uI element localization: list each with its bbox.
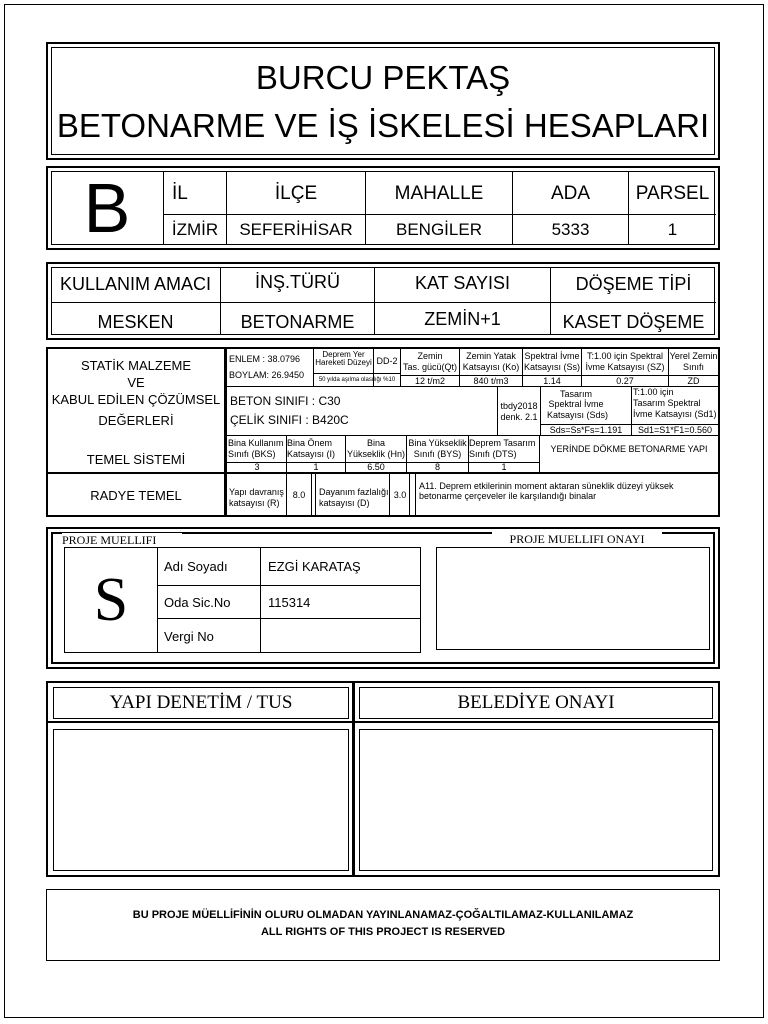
d-value: 3.0 — [393, 490, 407, 500]
hn-header-2: Yükseklik (Hn) — [346, 449, 405, 459]
static-table — [46, 347, 720, 517]
location-table — [46, 166, 720, 250]
usage-value-doseme: KASET DÖŞEME — [562, 311, 705, 332]
sz-header-2: İvme Katsayısı (SZ) — [585, 361, 665, 372]
label-mahalle: MAHALLE — [394, 183, 484, 204]
celik-sinifi: ÇELİK SINIFI : B420C — [230, 413, 349, 427]
zemin-header-1: Zemin — [417, 350, 443, 361]
bys-value: 8 — [434, 462, 440, 472]
yerel-header-2: Sınıfı — [682, 361, 704, 372]
block-letter: B — [83, 171, 131, 245]
belediye-onayi-title: BELEDİYE ONAYI — [457, 692, 615, 713]
usage-label-insturu: İNŞ.TÜRÜ — [255, 271, 340, 292]
yerel-value: ZD — [687, 375, 700, 386]
footer — [46, 889, 720, 961]
usage-label-doseme: DÖŞEME TİPİ — [575, 274, 692, 294]
dd-level: DD-2 — [376, 356, 398, 366]
static-title-1: STATİK MALZEME — [80, 357, 192, 373]
usage-label-kat: KAT SAYISI — [414, 273, 511, 293]
i-header-2: Katsayısı (I) — [287, 449, 336, 459]
approval-section — [46, 681, 720, 877]
sds-value: Sds=Ss*Fs=1.191 — [549, 424, 623, 435]
usage-table — [46, 262, 720, 340]
sds-header-1: Tasarım — [559, 389, 592, 399]
sds-header-3: Katsayısı (Sds) — [547, 410, 609, 420]
bys-header-2: Sınıfı (BYS) — [413, 449, 462, 459]
sds-header-2: Spektral İvme — [548, 399, 604, 409]
deprem-yer-header-1: Deprem Yer — [322, 349, 365, 359]
sd1-header-1: T:1.00 için — [633, 387, 674, 397]
ss-header-2: Katsayısı (Ss) — [523, 361, 580, 372]
static-title-2: VE — [127, 374, 145, 390]
adi-soyadi-value: EZGİ KARATAŞ — [268, 558, 361, 574]
hn-header-1: Bina — [366, 438, 385, 448]
dts-header-2: Sınıfı (DTS) — [469, 449, 517, 459]
usage-value-amac: MESKEN — [97, 311, 174, 332]
sz-value: 0.27 — [616, 375, 634, 386]
bks-header-2: Sınıfı (BKS) — [228, 449, 276, 459]
bks-value: 3 — [254, 462, 260, 472]
sz-header-1: T:1.00 için Spektral — [586, 350, 664, 361]
yatak-header-2: Katsayısı (Ko) — [462, 361, 520, 372]
vergi-no-label: Vergi No — [164, 628, 214, 644]
tbdy-line-2: denk. 2.1 — [500, 411, 538, 422]
yerel-header-1: Yerel Zemin — [669, 350, 718, 361]
title-line-2: BETONARME VE İŞ İSKELESİ HESAPLARI — [56, 107, 710, 144]
bks-header-1: Bina Kullanım — [228, 438, 284, 448]
zemin-header-2: Tas. gücü(Qt) — [402, 361, 458, 372]
a11-line-1: A11. Deprem etkilerinin moment aktaran süneklik düzeyi yüksek — [419, 481, 674, 491]
bys-header-1: Bina Yükseklik — [408, 438, 467, 448]
value-mahalle: BENGİLER — [396, 220, 482, 239]
label-ada: ADA — [550, 183, 591, 204]
zemin-value: 12 t/m2 — [414, 375, 445, 386]
asilma-olasiligi: 50 yılda aşılma olasılığı %10 — [318, 376, 396, 383]
muellif-title: PROJE MUELLIFI — [62, 533, 182, 547]
title-line-1: BURCU PEKTAŞ — [255, 59, 511, 96]
r-header-1: Yapı davranış — [229, 487, 284, 497]
value-ilce: SEFERİHİSAR — [239, 220, 353, 239]
i-header-1: Bina Önem — [287, 438, 333, 448]
ss-value: 1.14 — [543, 375, 561, 386]
muellif-onay-title: PROJE MUELLIFI ONAYI — [492, 532, 662, 546]
label-il: İL — [172, 183, 188, 204]
sd1-header-3: İvme Katsayısı (Sd1) — [633, 409, 717, 419]
tbdy-line-1: tbdy2018 — [500, 400, 538, 411]
value-il: İZMİR — [171, 220, 219, 239]
a11-line-2: betonarme çerçeveler ile karşılandığı binalar — [419, 491, 597, 501]
dts-header-1: Deprem Tasarım — [469, 438, 536, 448]
title-block — [46, 42, 720, 160]
oda-sic-label: Oda Sic.No — [164, 594, 231, 610]
oda-sic-value: 115314 — [268, 594, 311, 610]
sd1-header-2: Tasarım Spektral — [633, 398, 701, 408]
yapi-denetim-title: YAPI DENETİM / TUS — [109, 692, 293, 713]
muellif-onay-box — [436, 547, 710, 650]
value-ada: 5333 — [551, 220, 590, 239]
muellif-letter: S — [93, 565, 129, 634]
footer-line-1: BU PROJE MÜELLİFİNİN OLURU OLMADAN YAYINLANAMAZ-ÇOĞALTILAMAZ-KULLANILAMAZ — [132, 909, 634, 921]
radye-temel: RADYE TEMEL — [90, 487, 182, 503]
beton-sinifi: BETON SINIFI : C30 — [230, 394, 341, 408]
footer-line-2: ALL RIGHTS OF THIS PROJECT IS RESERVED — [260, 926, 506, 938]
yatak-value: 840 t/m3 — [473, 375, 509, 386]
temel-sistemi-label: TEMEL SİSTEMİ — [86, 451, 186, 467]
yatak-header-1: Zemin Yatak — [466, 350, 516, 361]
r-header-2: katsayısı (R) — [229, 498, 280, 508]
hn-value: 6.50 — [367, 462, 385, 472]
deprem-yer-header-2: Hareketi Düzeyi — [315, 357, 372, 367]
yapi-denetim-box — [53, 729, 349, 871]
belediye-box — [359, 729, 713, 871]
boylam: BOYLAM: 26.9450 — [229, 370, 305, 380]
usage-value-insturu: BETONARME — [240, 311, 355, 332]
ss-header-1: Spektral İvme — [524, 350, 580, 361]
label-parsel: PARSEL — [635, 183, 710, 204]
muellif-section — [46, 527, 720, 669]
enlem: ENLEM : 38.0796 — [229, 354, 301, 364]
dts-value: 1 — [501, 462, 507, 472]
usage-label-amac: KULLANIM AMACI — [59, 274, 212, 294]
vergi-no-value — [268, 621, 418, 651]
adi-soyadi-label: Adı Soyadı — [164, 558, 228, 574]
i-value: 1 — [313, 462, 319, 472]
value-parsel: 1 — [667, 220, 678, 239]
static-title-3: KABUL EDİLEN ÇÖZÜMSEL — [51, 391, 221, 407]
d-header-2: katsayısı (D) — [319, 498, 370, 508]
yapi-tipi: YERİNDE DÖKME BETONARME YAPI — [550, 444, 708, 454]
usage-value-kat: ZEMİN+1 — [424, 308, 501, 329]
sd1-value: Sd1=S1*F1=0.560 — [637, 424, 713, 435]
r-value: 8.0 — [292, 490, 306, 500]
static-title-4: DEĞERLERİ — [98, 412, 174, 428]
label-ilce: İLÇE — [274, 183, 318, 204]
d-header-1: Dayanım fazlalığı — [319, 487, 389, 497]
